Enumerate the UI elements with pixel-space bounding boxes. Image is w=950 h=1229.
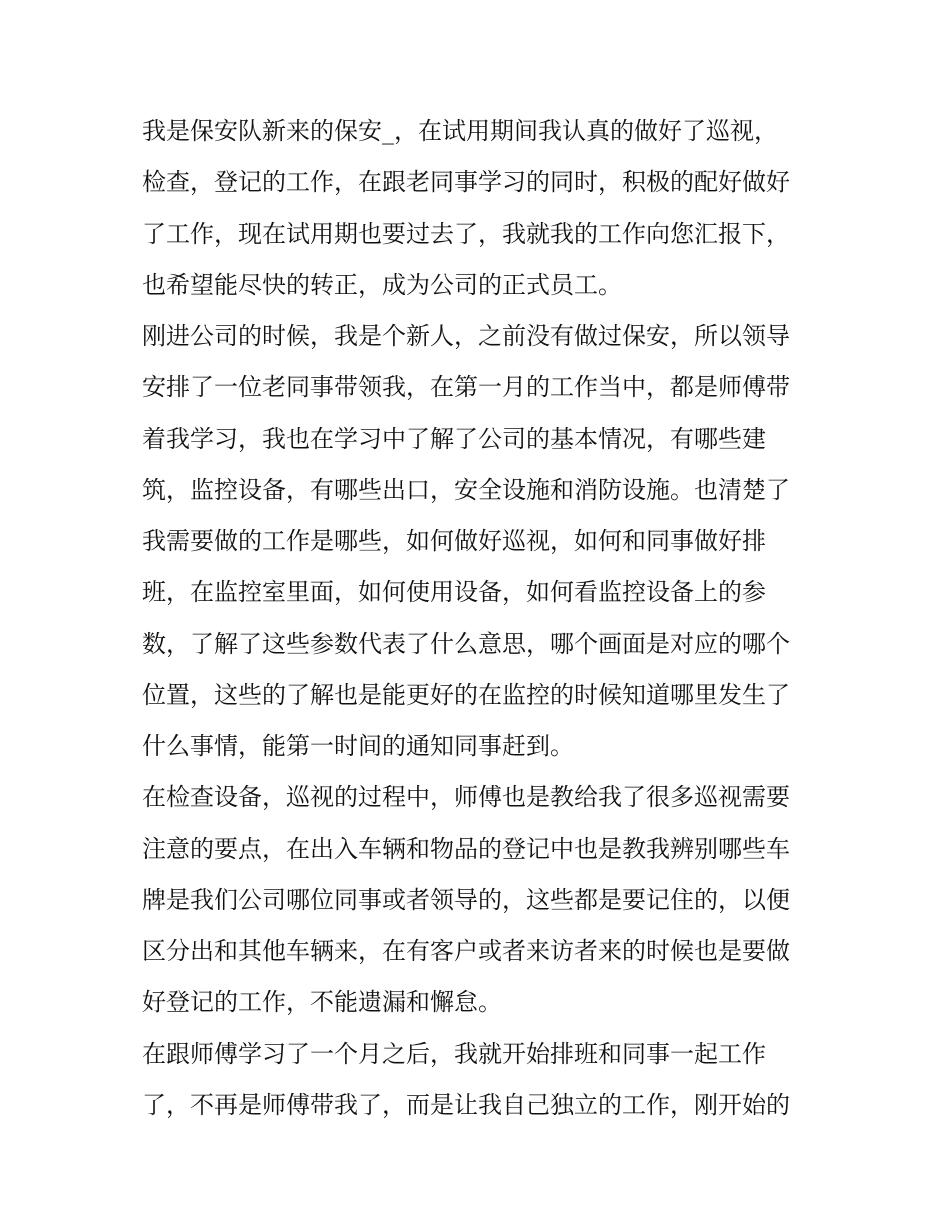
text-line: 检查，登记的工作，在跟老同事学习的同时，积极的配好做好 <box>142 168 790 197</box>
text-line: 数，了解了这些参数代表了什么意思，哪个画面是对应的哪个 <box>142 629 790 658</box>
text-line: 注意的要点，在出入车辆和物品的登记中也是教我辨别哪些车 <box>142 834 790 863</box>
text-line: 班，在监控室里面，如何使用设备，如何看监控设备上的参 <box>142 578 766 607</box>
document-body <box>142 106 814 1131</box>
text-line: 牌是我们公司哪位同事或者领导的，这些都是要记住的，以便 <box>142 885 790 914</box>
text-line: 了，不再是师傅带我了，而是让我自己独立的工作，刚开始的 <box>142 1090 790 1119</box>
text-line: 我是保安队新来的保安_，在试用期间我认真的做好了巡视， <box>142 117 778 145</box>
text-line: 了工作，现在试用期也要过去了，我就我的工作向您汇报下， <box>142 219 790 248</box>
text-line: 好登记的工作，不能遗漏和懈怠。 <box>142 988 502 1017</box>
text-line: 安排了一位老同事带领我，在第一月的工作当中，都是师傅带 <box>142 373 790 402</box>
text-line: 区分出和其他车辆来，在有客户或者来访者来的时候也是要做 <box>142 937 790 965</box>
text-line: 也希望能尽快的转正，成为公司的正式员工。 <box>142 270 622 299</box>
text-line: 着我学习，我也在学习中了解了公司的基本情况，有哪些建 <box>142 424 766 453</box>
text-line: 我需要做的工作是哪些，如何做好巡视，如何和同事做好排 <box>142 527 766 555</box>
text-line: 在检查设备，巡视的过程中，师傅也是教给我了很多巡视需要 <box>142 783 790 812</box>
text-line: 在跟师傅学习了一个月之后，我就开始排班和同事一起工作 <box>142 1039 766 1068</box>
text-line: 刚进公司的时候，我是个新人，之前没有做过保安，所以领导 <box>142 322 790 350</box>
text-line: 什么事情，能第一时间的通知同事赶到。 <box>142 732 574 760</box>
text-line: 位置，这些的了解也是能更好的在监控的时候知道哪里发生了 <box>142 680 790 709</box>
text-line: 筑，监控设备，有哪些出口，安全设施和消防设施。也清楚了 <box>142 475 790 504</box>
